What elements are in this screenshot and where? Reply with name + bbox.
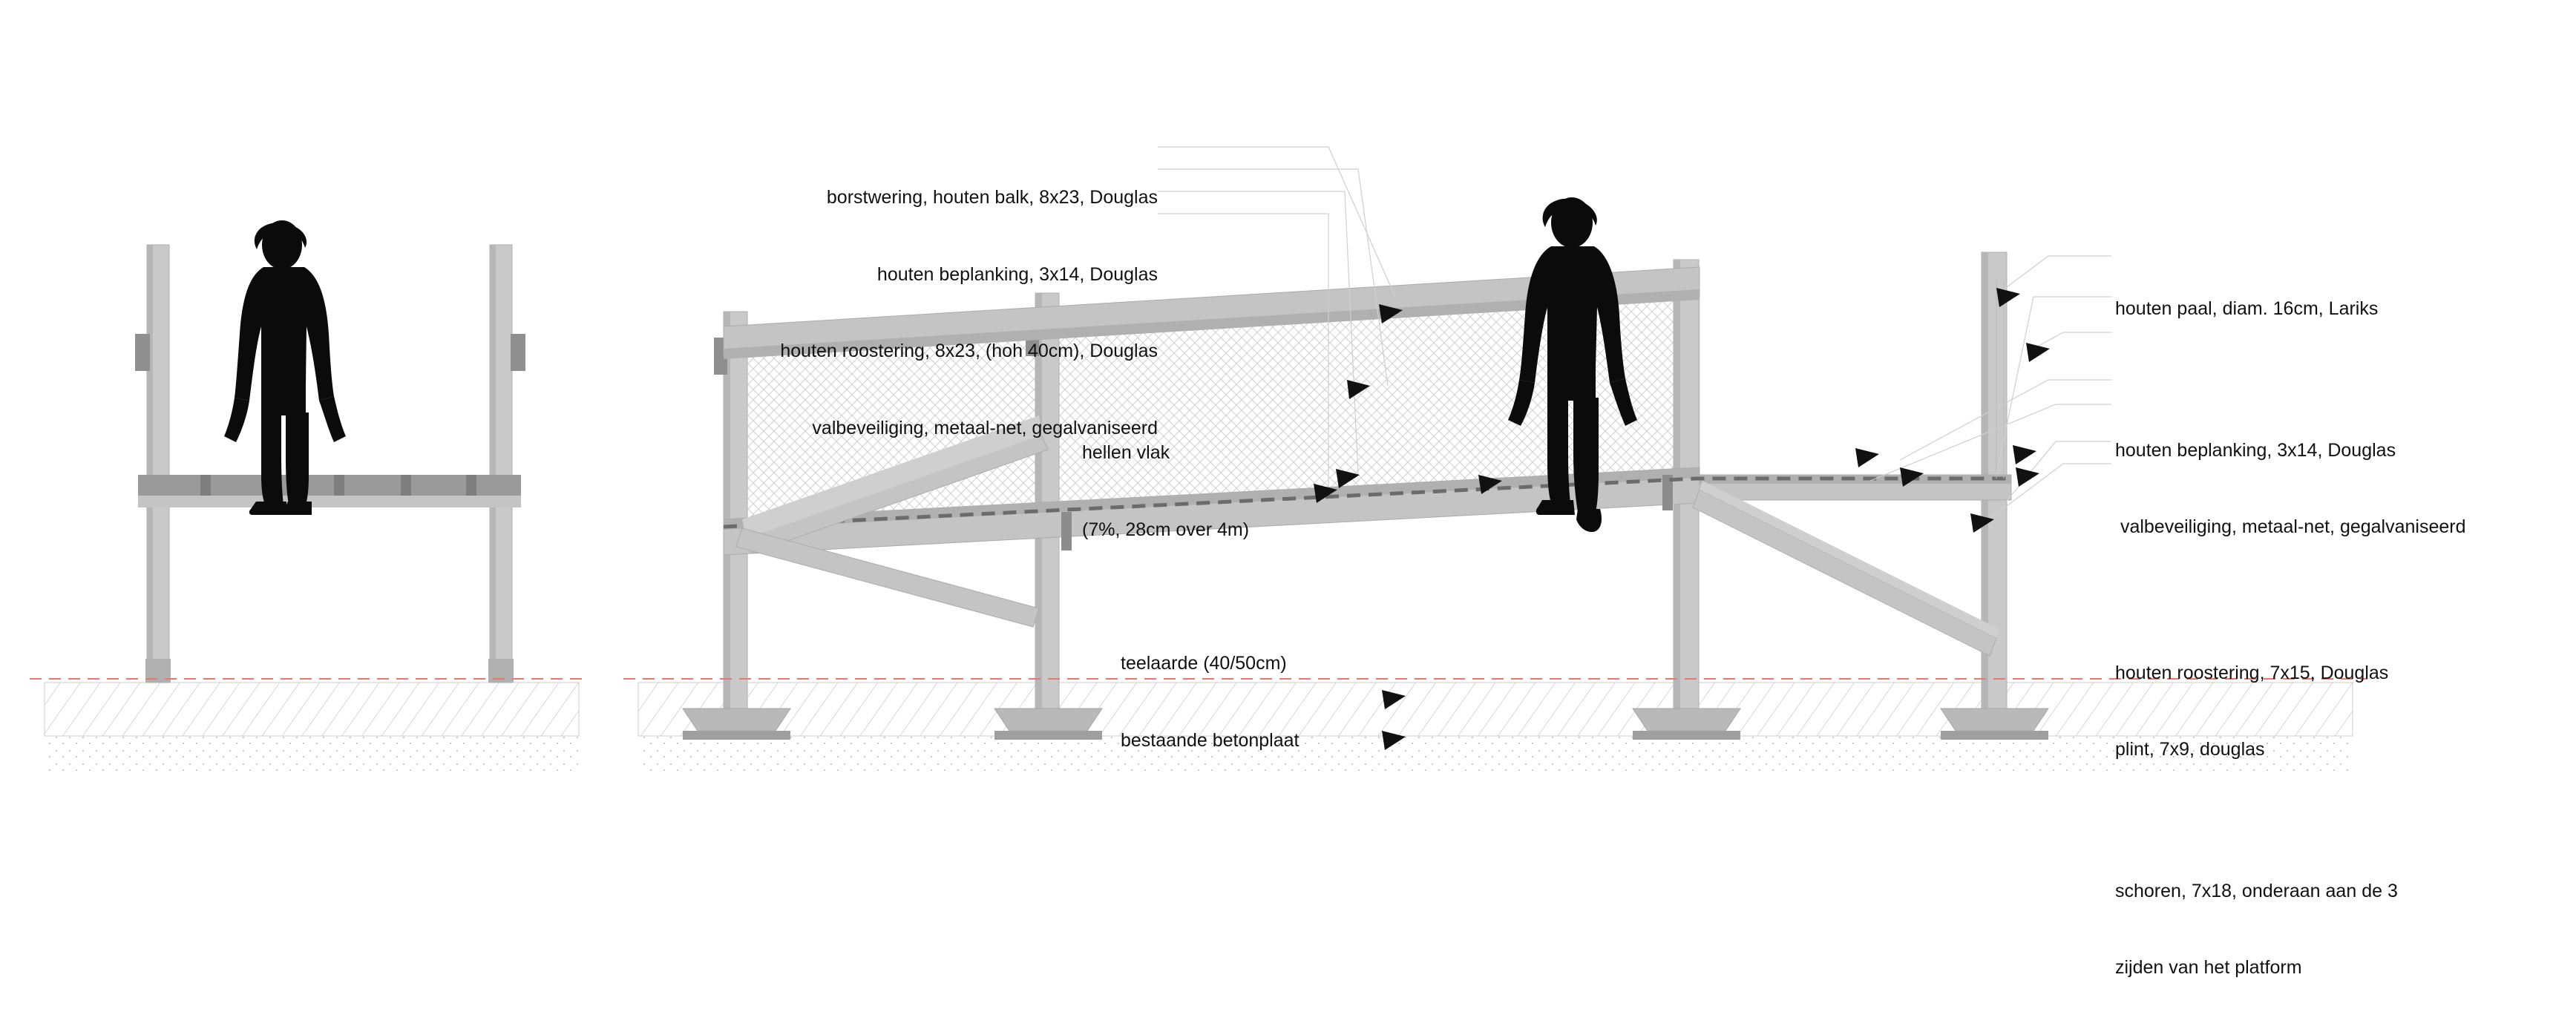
annotation-line: (7%, 28cm over 4m) xyxy=(1082,519,1250,540)
annotation-right-block xyxy=(2115,245,2560,1032)
annotation-line: houten paal, diam. 16cm, Lariks xyxy=(2115,298,2379,319)
annotation-line: houten beplanking, 3x14, Douglas xyxy=(876,263,1158,285)
annotation-line: teelaarde (40/50cm) xyxy=(1121,653,1287,674)
figure-silhouette-left xyxy=(224,220,346,515)
left-elevation-group xyxy=(30,220,586,772)
left-soil-band xyxy=(45,683,579,772)
left-deck xyxy=(138,475,521,507)
main-soil-band xyxy=(638,683,2353,772)
annotation-line: schoren, 7x18, onderaan aan de 3 xyxy=(2115,880,2398,901)
annotation-slope-note xyxy=(1082,389,1249,594)
annotation-line: valbeveiliging, metaal-net, gegalvaniseerd xyxy=(2115,516,2466,537)
annotation-ground-note xyxy=(1121,599,1300,804)
annotation-line: houten roostering, 7x15, Douglas xyxy=(2115,662,2389,683)
annotation-line: plint, 7x9, douglas xyxy=(2115,739,2265,760)
left-posts xyxy=(145,245,514,683)
annotation-line: hellen vlak xyxy=(1082,442,1170,463)
annotation-line: bestaande betonplaat xyxy=(1121,729,1300,751)
annotation-line: valbeveiliging, metaal-net, gegalvaniseerd xyxy=(812,417,1158,438)
annotation-line: houten roostering, 8x23, (hoh 40cm), Douglas xyxy=(780,341,1158,361)
annotation-line: zijden van het platform xyxy=(2115,957,2302,978)
annotation-line: borstwering, houten balk, 8x23, Douglas xyxy=(826,187,1158,208)
annotation-line: houten beplanking, 3x14, Douglas xyxy=(2115,439,2396,461)
